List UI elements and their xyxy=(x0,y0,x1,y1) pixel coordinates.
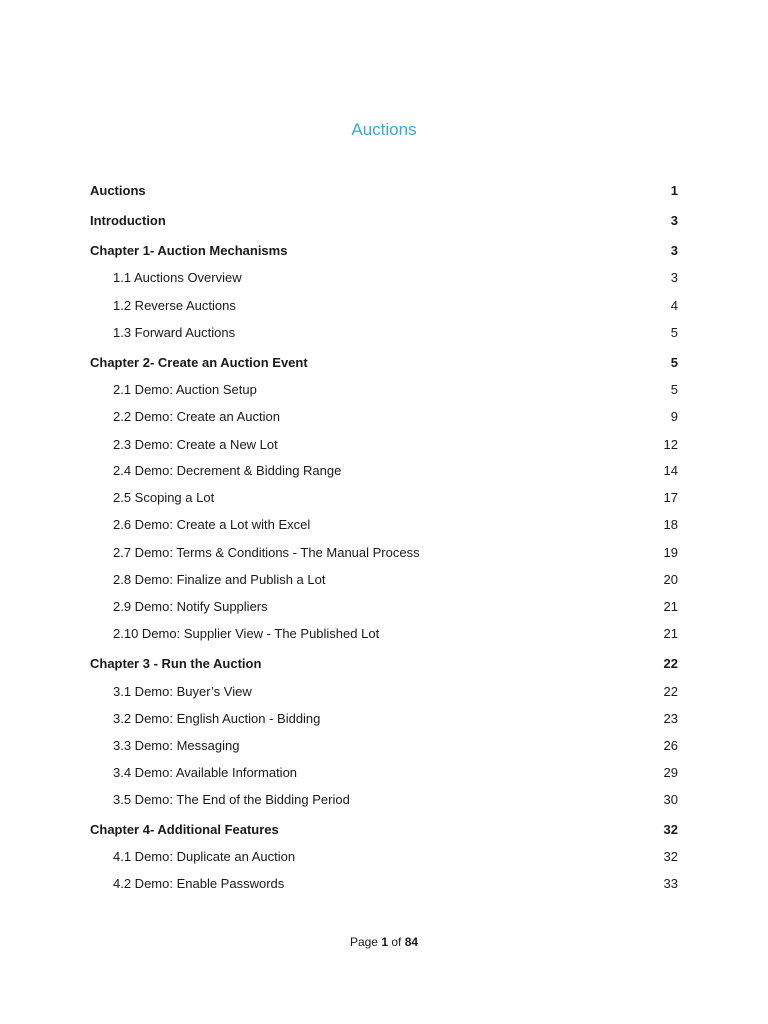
toc-entry-page-number: 22 xyxy=(663,656,678,671)
toc-entry-label: 2.2 Demo: Create an Auction xyxy=(113,409,280,424)
toc-entry-page-number: 33 xyxy=(663,876,678,891)
toc-entry-page-number: 32 xyxy=(663,849,678,864)
toc-entry-page-number: 1 xyxy=(670,183,678,198)
footer-of-word: of xyxy=(391,935,402,949)
toc-entry-label: 2.7 Demo: Terms & Conditions - The Manual Process xyxy=(113,545,420,560)
toc-entry-label: 1.1 Auctions Overview xyxy=(113,270,242,285)
toc-entry-page-number: 3 xyxy=(670,243,678,258)
toc-entry-page-number: 3 xyxy=(670,213,678,228)
toc-entry[interactable] xyxy=(0,489,768,507)
toc-entry[interactable] xyxy=(0,269,768,287)
footer-page-word: Page xyxy=(349,935,378,949)
toc-entry-page-number: 23 xyxy=(663,711,678,726)
footer-total-pages: 84 xyxy=(404,935,419,949)
toc-entry-label: 2.9 Demo: Notify Suppliers xyxy=(113,599,268,614)
toc-entry-page-number: 17 xyxy=(663,490,678,505)
toc-entry[interactable] xyxy=(0,381,768,399)
toc-entry-label: 3.4 Demo: Available Information xyxy=(113,765,298,780)
page-footer xyxy=(0,935,768,949)
toc-entry-label: 4.2 Demo: Enable Passwords xyxy=(113,876,285,891)
toc-entry-label: 2.8 Demo: Finalize and Publish a Lot xyxy=(113,572,326,587)
toc-entry[interactable] xyxy=(0,462,768,480)
toc-entry-page-number: 14 xyxy=(663,463,678,478)
toc-entry-label: Chapter 1- Auction Mechanisms xyxy=(90,243,288,258)
toc-entry-label: 2.1 Demo: Auction Setup xyxy=(113,382,257,397)
toc-entry-label: 4.1 Demo: Duplicate an Auction xyxy=(113,849,296,864)
toc-entry-page-number: 19 xyxy=(663,545,678,560)
toc-entry-page-number: 21 xyxy=(663,599,678,614)
toc-entry-label: 2.10 Demo: Supplier View - The Published Lot xyxy=(113,626,380,641)
toc-entry[interactable] xyxy=(0,710,768,728)
toc-entry-label: 2.4 Demo: Decrement & Bidding Range xyxy=(113,463,342,478)
toc-entry-label: 2.6 Demo: Create a Lot with Excel xyxy=(113,517,311,532)
toc-entry[interactable] xyxy=(0,791,768,809)
toc-entry-page-number: 21 xyxy=(663,626,678,641)
toc-entry-label: 2.5 Scoping a Lot xyxy=(113,490,215,505)
toc-entry[interactable] xyxy=(0,436,768,454)
toc-entry-label: 3.1 Demo: Buyer’s View xyxy=(113,684,252,699)
toc-entry-page-number: 9 xyxy=(670,409,678,424)
toc-entry[interactable] xyxy=(0,182,768,200)
toc-entry[interactable] xyxy=(0,821,768,839)
toc-entry[interactable] xyxy=(0,408,768,426)
toc-entry[interactable] xyxy=(0,875,768,893)
toc-entry-page-number: 32 xyxy=(663,822,678,837)
toc-entry[interactable] xyxy=(0,655,768,673)
toc-entry-page-number: 12 xyxy=(663,437,678,452)
toc-entry[interactable] xyxy=(0,571,768,589)
toc-entry[interactable] xyxy=(0,324,768,342)
toc-entry-page-number: 5 xyxy=(670,382,678,397)
toc-entry-label: Introduction xyxy=(90,213,166,228)
toc-entry-label: Chapter 2- Create an Auction Event xyxy=(90,355,308,370)
toc-entry-page-number: 29 xyxy=(663,765,678,780)
toc-entry[interactable] xyxy=(0,683,768,701)
toc-entry-label: 1.2 Reverse Auctions xyxy=(113,298,236,313)
toc-entry[interactable] xyxy=(0,242,768,260)
toc-entry[interactable] xyxy=(0,544,768,562)
toc-entry-page-number: 5 xyxy=(670,355,678,370)
toc-entry[interactable] xyxy=(0,212,768,230)
toc-entry-page-number: 26 xyxy=(663,738,678,753)
toc-entry[interactable] xyxy=(0,598,768,616)
toc-entry[interactable] xyxy=(0,848,768,866)
toc-entry-label: Auctions xyxy=(90,183,146,198)
toc-entry-page-number: 22 xyxy=(663,684,678,699)
document-title: Auctions xyxy=(351,120,417,139)
toc-entry-label: 2.3 Demo: Create a New Lot xyxy=(113,437,278,452)
toc-entry-label: 3.3 Demo: Messaging xyxy=(113,738,240,753)
toc-entry-page-number: 20 xyxy=(663,572,678,587)
toc-entry-page-number: 3 xyxy=(670,270,678,285)
toc-entry-label: Chapter 3 - Run the Auction xyxy=(90,656,262,671)
toc-entry-page-number: 30 xyxy=(663,792,678,807)
toc-entry[interactable] xyxy=(0,516,768,534)
footer-current-page: 1 xyxy=(381,935,388,949)
toc-entry[interactable] xyxy=(0,764,768,782)
toc-entry-label: Chapter 4- Additional Features xyxy=(90,822,279,837)
toc-entry[interactable] xyxy=(0,354,768,372)
toc-entry[interactable] xyxy=(0,297,768,315)
toc-entry-page-number: 18 xyxy=(663,517,678,532)
toc-entry-label: 3.2 Demo: English Auction - Bidding xyxy=(113,711,321,726)
toc-entry[interactable] xyxy=(0,625,768,643)
toc-entry[interactable] xyxy=(0,737,768,755)
toc-entry-label: 3.5 Demo: The End of the Bidding Period xyxy=(113,792,350,807)
toc-entry-page-number: 4 xyxy=(670,298,678,313)
toc-entry-label: 1.3 Forward Auctions xyxy=(113,325,236,340)
toc-entry-page-number: 5 xyxy=(670,325,678,340)
